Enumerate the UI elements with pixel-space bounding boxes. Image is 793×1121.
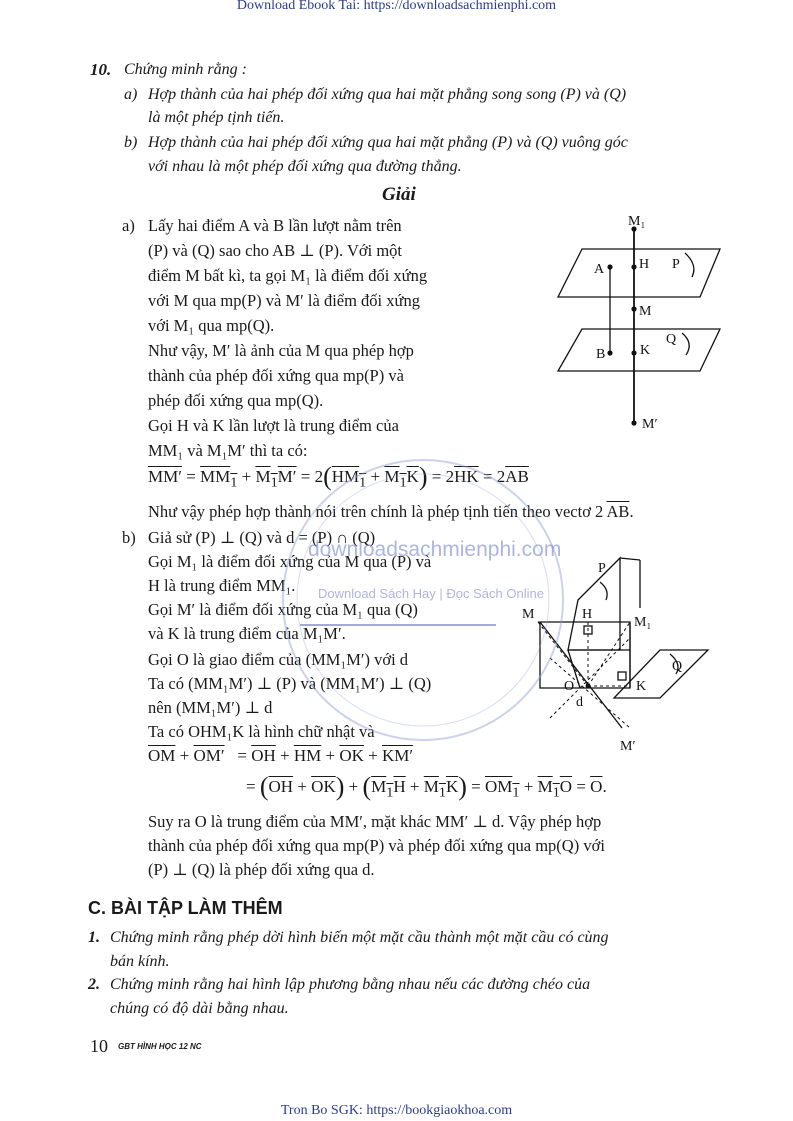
label-k: K	[640, 343, 651, 358]
problem-a-line: là một phép tịnh tiến.	[148, 109, 285, 126]
part-b-line: Gọi M₁ là điểm đối xứng của M qua (P) và	[148, 552, 432, 571]
solution-title: Giải	[382, 184, 416, 205]
label-h: H	[582, 607, 593, 622]
watermark-site: downloadsachmienphi.com	[308, 538, 562, 561]
book-tag: GBT HÌNH HỌC 12 NC	[118, 1042, 202, 1051]
exercise-1-line: Chứng minh rằng phép dời hình biến một mặt cầu thành một mặt cầu có cùng	[110, 929, 609, 946]
part-b-conclusion: Suy ra O là trung điểm của MM′, mặt khác MM′ ⊥ d. Vậy phép hợp	[148, 812, 602, 831]
label-m-prime: M′	[620, 739, 636, 754]
part-b-line: Gọi O là giao điểm của (MM₁M′) với d	[148, 650, 409, 669]
part-b-line: Ta có OHM₁K là hình chữ nhật và	[148, 722, 375, 741]
plane-q	[558, 329, 720, 371]
part-a-line: thành của phép đối xứng qua mp(P) và	[148, 366, 404, 385]
label-k: K	[636, 679, 647, 694]
problem-b-line: với nhau là một phép đối xứng qua đường thẳng.	[148, 158, 462, 175]
label-b: B	[596, 347, 606, 362]
label-q: Q	[672, 659, 683, 674]
part-b-line: H là trung điểm MM₁.	[148, 576, 296, 595]
problem-b-line: Hợp thành của hai phép đối xứng qua hai mặt phẳng (P) và (Q) vuông góc	[148, 134, 628, 151]
problem-a-line: Hợp thành của hai phép đối xứng qua hai mặt phẳng song song (P) và (Q)	[148, 86, 627, 103]
exercise-1-line: bán kính.	[110, 953, 170, 970]
part-b-line: và K là trung điểm của M₁M′.	[148, 624, 346, 643]
equation-b-2: = $(\overline{OH} + \overline{OK}) + (M_1H + M_1K) = OM_1 + M_1O = \overline{O}$.	[246, 772, 607, 801]
part-a-line: (P) và (Q) sao cho AB ⊥ (P). Với một	[148, 241, 403, 260]
problem-intro: Chứng minh rằng :	[124, 61, 247, 78]
part-b-line: nên (MM₁M′) ⊥ d	[148, 698, 273, 717]
label-q: Q	[666, 332, 677, 347]
problem-a-label: a)	[124, 86, 138, 103]
part-b-line: Gọi M′ là điểm đối xứng của M₁ qua (Q)	[148, 600, 418, 619]
label-o: O	[564, 679, 575, 694]
part-b-line: Giả sử (P) ⊥ (Q) và d = (P) ∩ (Q)	[148, 528, 376, 547]
exercise-2-line: chúng có độ dài bằng nhau.	[110, 1000, 289, 1017]
figure-parallel-planes	[540, 205, 730, 435]
part-a-line: với M qua mp(P) và M′ là điểm đối xứng	[148, 291, 420, 310]
part-b-conclusion: (P) ⊥ (Q) là phép đối xứng qua d.	[148, 860, 375, 879]
equation-a: $MM' = MM_1 + M_1M' = 2(HM_1 + M_1K) = 2\overline{HK} = 2\overline{AB}$	[148, 462, 529, 491]
label-d: d	[576, 695, 583, 710]
exercise-2-line: Chứng minh rằng hai hình lập phương bằng nhau nếu các đường chéo của	[110, 976, 591, 993]
label-m: M	[639, 304, 652, 319]
plane-p	[568, 558, 620, 650]
problem-number: 10.	[90, 60, 112, 79]
part-b-line: Ta có (MM₁M′) ⊥ (P) và (MM₁M′) ⊥ (Q)	[148, 674, 432, 693]
part-b-label: b)	[122, 528, 136, 547]
exercise-2-number: 2.	[88, 976, 100, 993]
label-p: P	[672, 257, 680, 272]
equation-b-1: $\overline{OM} + OM' = \overline{OH} + \overline{HM} + \overline{OK} + KM'$	[148, 746, 414, 765]
problem-b-label: b)	[124, 134, 138, 151]
label-m1: M₁	[628, 214, 646, 229]
label-p: P	[598, 561, 606, 576]
watermark-tagline: Download Sách Hay | Đọc Sách Online	[318, 586, 544, 601]
part-a-conclusion: Như vậy phép hợp thành nói trên chính là phép tịnh tiến theo vectơ 2 $\overline{AB}$.	[148, 502, 634, 521]
part-b-conclusion: thành của phép đối xứng qua mp(P) và phép đối xứng qua mp(Q) với	[148, 836, 605, 855]
header-link[interactable]: Download Ebook Tai: https://downloadsachmienphi.com	[236, 0, 557, 13]
page-number: 10	[90, 1036, 108, 1056]
footer-link[interactable]: Tron Bo SGK: https://bookgiaokhoa.com	[280, 1103, 513, 1118]
part-a-line: MM₁ và M₁M′ thì ta có:	[148, 441, 308, 460]
label-a: A	[594, 262, 605, 277]
section-c-title: C. BÀI TẬP LÀM THÊM	[88, 898, 283, 918]
part-a-label: a)	[122, 216, 135, 235]
label-m1: M₁	[634, 615, 652, 630]
label-m: M	[522, 607, 535, 622]
part-a-line: Lấy hai điểm A và B lần lượt nằm trên	[148, 216, 402, 235]
part-a-line: Gọi H và K lần lượt là trung điểm của	[148, 416, 399, 435]
part-a-line: với M₁ qua mp(Q).	[148, 316, 275, 335]
exercise-1-number: 1.	[88, 929, 100, 946]
label-h: H	[639, 257, 650, 272]
plane-q	[614, 650, 708, 698]
part-a-line: điểm M bất kì, ta gọi M₁ là điểm đối xứng	[148, 266, 428, 285]
part-a-line: Như vậy, M′ là ảnh của M qua phép hợp	[148, 341, 414, 360]
part-a-line: phép đối xứng qua mp(Q).	[148, 391, 324, 410]
label-m-prime: M′	[642, 417, 658, 432]
